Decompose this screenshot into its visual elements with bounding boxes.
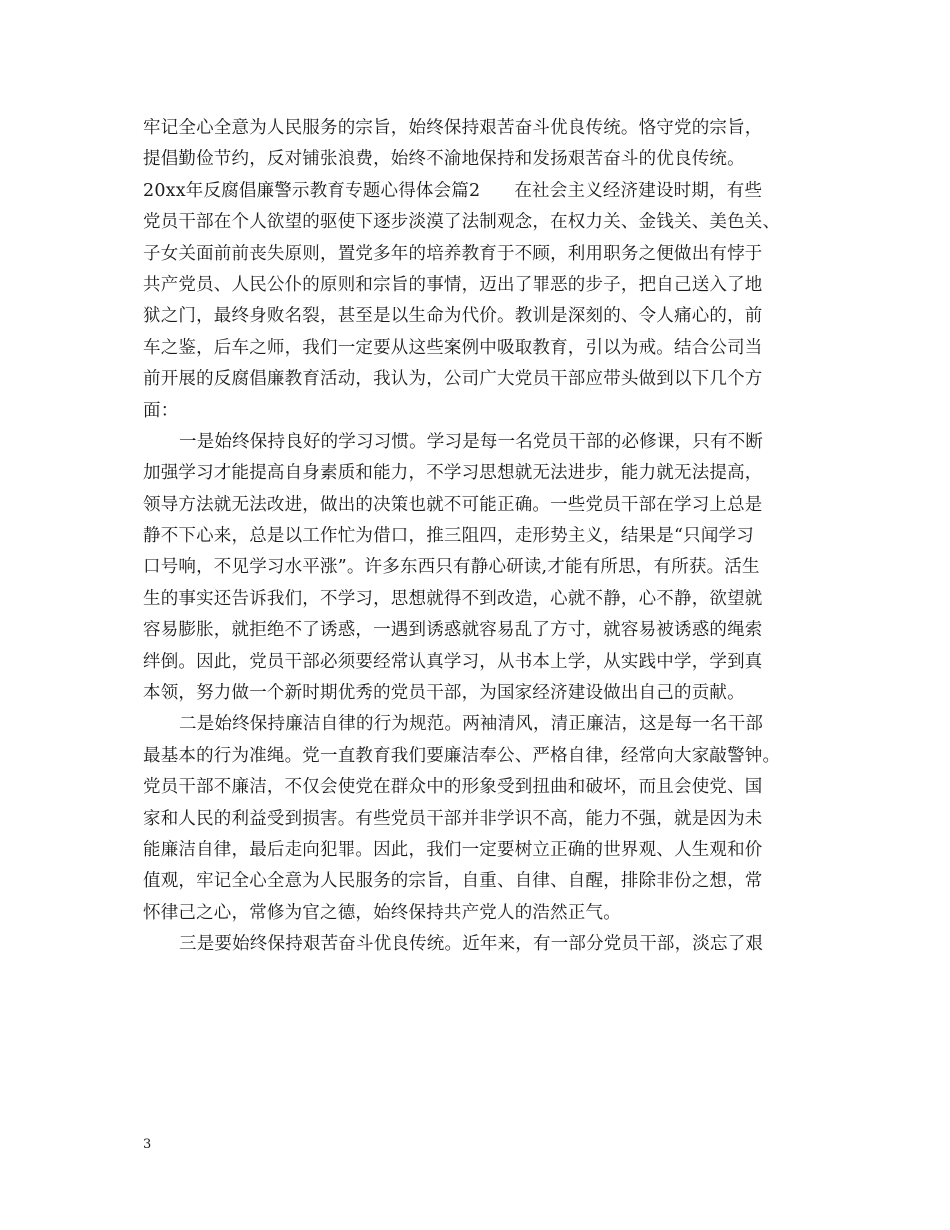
text-line: 容易膨胀，就拒绝不了诱惑，一遇到诱惑就容易乱了方寸，就容易被诱惑的绳索: [143, 620, 763, 641]
page-number: 3: [143, 1137, 152, 1152]
text-line: 生的事实还告诉我们，不学习，思想就得不到改造，心就不静，心不静，欲望就: [143, 588, 763, 609]
text-line: 口号响，不见学习水平涨”。许多东西只有静心研读,才能有所思，有所获。活生: [143, 557, 760, 578]
section-opening: 在社会主义经济建设时期，有些: [514, 180, 763, 201]
text-line: 提倡勤俭节约，反对铺张浪费，始终不渝地保持和发扬艰苦奋斗的优良传统。: [143, 149, 745, 170]
text-line: 加强学习才能提高自身素质和能力，不学习思想就无法进步，能力就无法提高，: [143, 463, 763, 484]
text-line: 绊倒。因此，党员干部必须要经常认真学习，从书本上学，从实践中学，学到真: [143, 651, 763, 672]
text-line: 车之鉴，后车之师，我们一定要从这些案例中吸取教育，引以为戒。结合公司当: [143, 337, 763, 358]
paragraph-first-line: 三是要始终保持艰苦奋斗优良传统。近年来，有一部分党员干部，淡忘了艰: [179, 934, 764, 955]
text-line: 能廉洁自律，最后走向犯罪。因此，我们一定要树立正确的世界观、人生观和价: [143, 839, 763, 860]
text-line: 家和人民的利益受到损害。有些党员干部并非学识不高，能力不强，就是因为未: [143, 808, 763, 829]
text-line: 子女关面前前丧失原则，置党多年的培养教育于不顾，利用职务之便做出有悖于: [143, 243, 763, 264]
section-heading: 20xx年反腐倡廉警示教育专题心得体会篇2: [143, 180, 481, 201]
text-line: 本领，努力做一个新时期优秀的党员干部，为国家经济建设做出自己的贡献。: [143, 683, 745, 704]
text-line: 最基本的行为准绳。党一直教育我们要廉洁奉公、严格自律，经常向大家敲警钟。: [143, 745, 781, 766]
text-line: 党员干部不廉洁，不仅会使党在群众中的形象受到扭曲和破坏，而且会使党、国: [143, 777, 763, 798]
text-line: 怀律己之心，常修为官之德，始终保持共产党人的浩然正气。: [143, 902, 621, 923]
paragraph-first-line: 一是始终保持良好的学习习惯。学习是每一名党员干部的必修课，只有不断: [179, 431, 764, 452]
text-line: 牢记全心全意为人民服务的宗旨，始终保持艰苦奋斗优良传统。恪守党的宗旨，: [143, 118, 763, 138]
text-line: 共产党员、人民公仆的原则和宗旨的事情，迈出了罪恶的步子，把自己送入了地: [143, 274, 763, 295]
text-line: 值观，牢记全心全意为人民服务的宗旨，自重、自律、自醒，排除非份之想，常: [143, 871, 763, 892]
document-body: [143, 113, 823, 961]
text-line: 面：: [143, 400, 179, 421]
text-line: 狱之门，最终身败名裂，甚至是以生命为代价。教训是深刻的、令人痛心的，前: [143, 306, 763, 327]
paragraph-first-line: 二是始终保持廉洁自律的行为规范。两袖清风，清正廉洁，这是每一名干部: [179, 714, 764, 735]
text-line: 静不下心来，总是以工作忙为借口，推三阻四，走形势主义，结果是“只闻学习: [143, 526, 754, 547]
section-heading-line: [143, 176, 823, 207]
text-line: 党员干部在个人欲望的驱使下逐步淡漠了法制观念，在权力关、金钱关、美色关、: [143, 212, 781, 233]
text-line: 前开展的反腐倡廉教育活动，我认为，公司广大党员干部应带头做到以下几个方: [143, 369, 763, 390]
text-line: 领导方法就无法改进，做出的决策也就不可能正确。一些党员干部在学习上总是: [143, 494, 763, 515]
